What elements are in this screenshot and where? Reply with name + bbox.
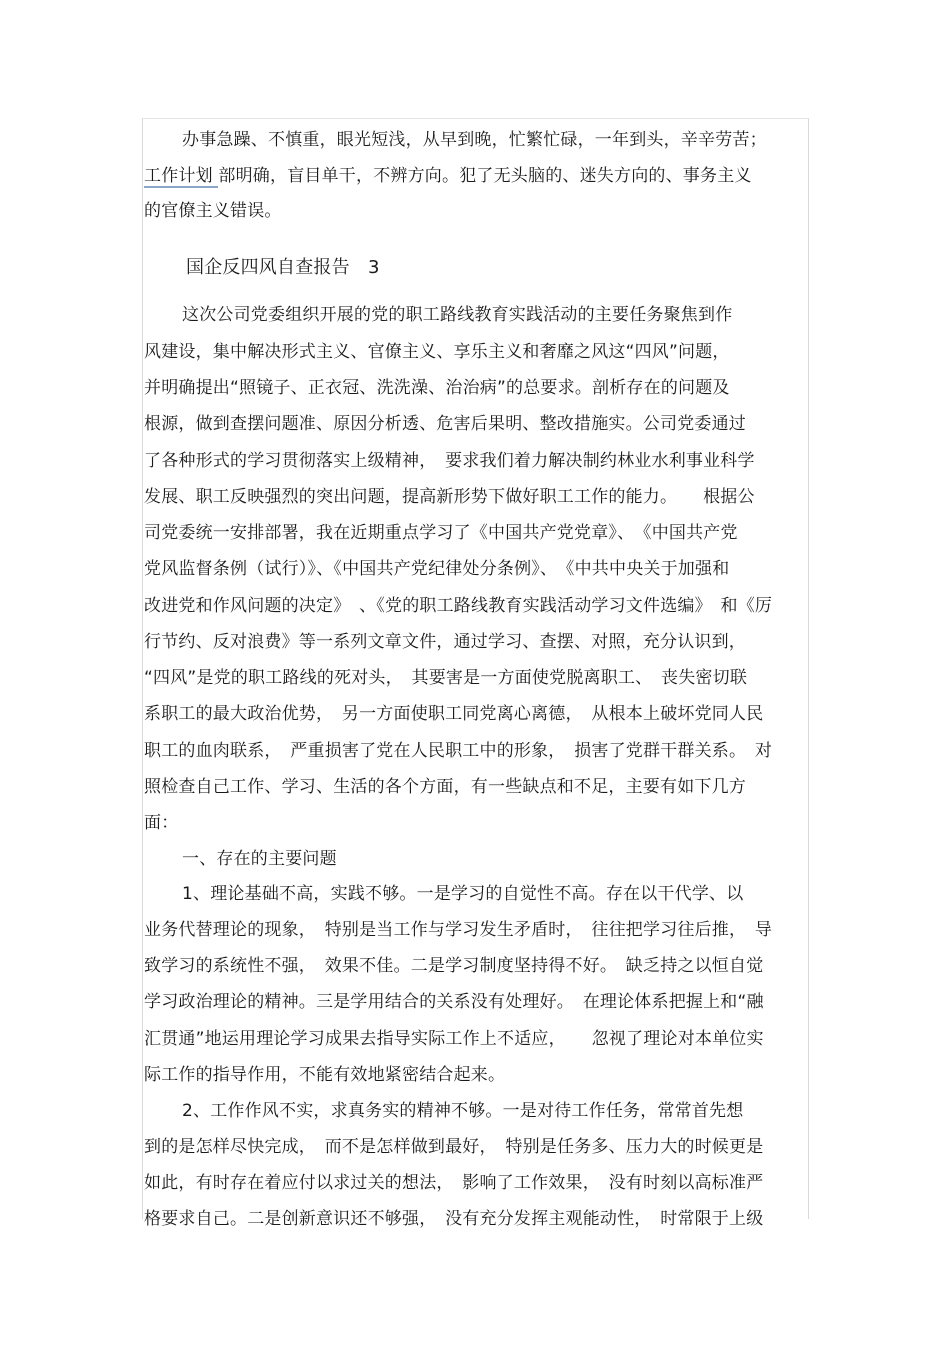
paragraph-line: 这次公司党委组织开展的党的职工路线教育实践活动的主要任务聚焦到作 [182, 305, 733, 325]
paragraph-line: 面： [144, 813, 179, 833]
section-title: 国企反四风自查报告 3 [186, 257, 380, 278]
paragraph-line: 1、理论基础不高，实践不够。一是学习的自觉性不高。存在以干代学、以 [182, 884, 744, 904]
paragraph-line: 业务代替理论的现象， 特别是当工作与学习发生矛盾时， 往往把学习往后推， 导 [144, 920, 773, 940]
paragraph-line: 根源，做到查摆问题准、原因分析透、危害后果明、整改措施实。公司党委通过 [144, 414, 746, 434]
paragraph-line: 发展、职工反映强烈的突出问题，提高新形势下做好职工工作的能力。 根据公 [144, 487, 755, 507]
paragraph-line: “四风”是党的职工路线的死对头， 其要害是一方面使党脱离职工、 丧失密切联 [144, 668, 748, 688]
paragraph-line: 2、工作作风不实，求真务实的精神不够。一是对待工作任务，常常首先想 [182, 1101, 744, 1121]
paragraph-line: 照检查自己工作、学习、生活的各个方面，有一些缺点和不足，主要有如下几方 [144, 777, 746, 797]
subsection-heading: 一、存在的主要问题 [182, 849, 337, 869]
paragraph-line: 际工作的指导作用，不能有效地紧密结合起来。 [144, 1065, 506, 1085]
paragraph-line: 如此，有时存在着应付以求过关的想法， 影响了工作效果， 没有时刻以高标准严 [144, 1173, 764, 1193]
paragraph-line: 到的是怎样尽快完成， 而不是怎样做到最好， 特别是任务多、压力大的时候更是 [144, 1137, 764, 1157]
paragraph-line: 学习政治理论的精神。三是学用结合的关系没有处理好。 在理论体系把握上和“融 [144, 992, 764, 1012]
text-line: 工作计划 部明确，盲目单干，不辨方向。犯了无头脑的、迷失方向的、事务主义 [144, 166, 752, 186]
text-line: 的官僚主义错误。 [144, 201, 282, 221]
paragraph-line: 党风监督条例（试行）》、《中国共产党纪律处分条例》、 《中共中央关于加强和 [144, 559, 730, 579]
text-line: 办事急躁、不慎重，眼光短浅，从早到晚，忙繁忙碌，一年到头，辛辛劳苦； [182, 130, 767, 150]
paragraph-line: 司党委统一安排部署，我在近期重点学习了《中国共产党党章》、 《中国共产党 [144, 523, 738, 543]
paragraph-line: 格要求自己。二是创新意识还不够强， 没有充分发挥主观能动性， 时常限于上级 [144, 1209, 764, 1229]
paragraph-line: 并明确提出“照镜子、正衣冠、洗洗澡、治治病”的总要求。剖析存在的问题及 [144, 378, 730, 398]
paragraph-line: 致学习的系统性不强， 效果不佳。二是学习制度坚持得不好。 缺乏持之以恒自觉 [144, 956, 764, 976]
paragraph-line: 行节约、反对浪费》等一系列文章文件，通过学习、查摆、对照，充分认识到， [144, 632, 746, 652]
paragraph-line: 风建设，集中解决形式主义、官僚主义、享乐主义和奢靡之风这“四风”问题， [144, 342, 730, 362]
paragraph-line: 了各种形式的学习贯彻落实上级精神， 要求我们着力解决制约林业水利事业科学 [144, 451, 755, 471]
paragraph-line: 职工的血肉联系， 严重损害了党在人民职工中的形象， 损害了党群干群关系。 对 [144, 741, 773, 761]
paragraph-line: 系职工的最大政治优势， 另一方面使职工同党离心离德， 从根本上破坏党同人民 [144, 704, 764, 724]
paragraph-line: 改进党和作风问题的决定》 、《党的职工路线教育实践活动学习文件选编》 和《厉 [144, 596, 773, 616]
paragraph-line: 汇贯通”地运用理论学习成果去指导实际工作上不适应， 忽视了理论对本单位实 [144, 1029, 764, 1049]
